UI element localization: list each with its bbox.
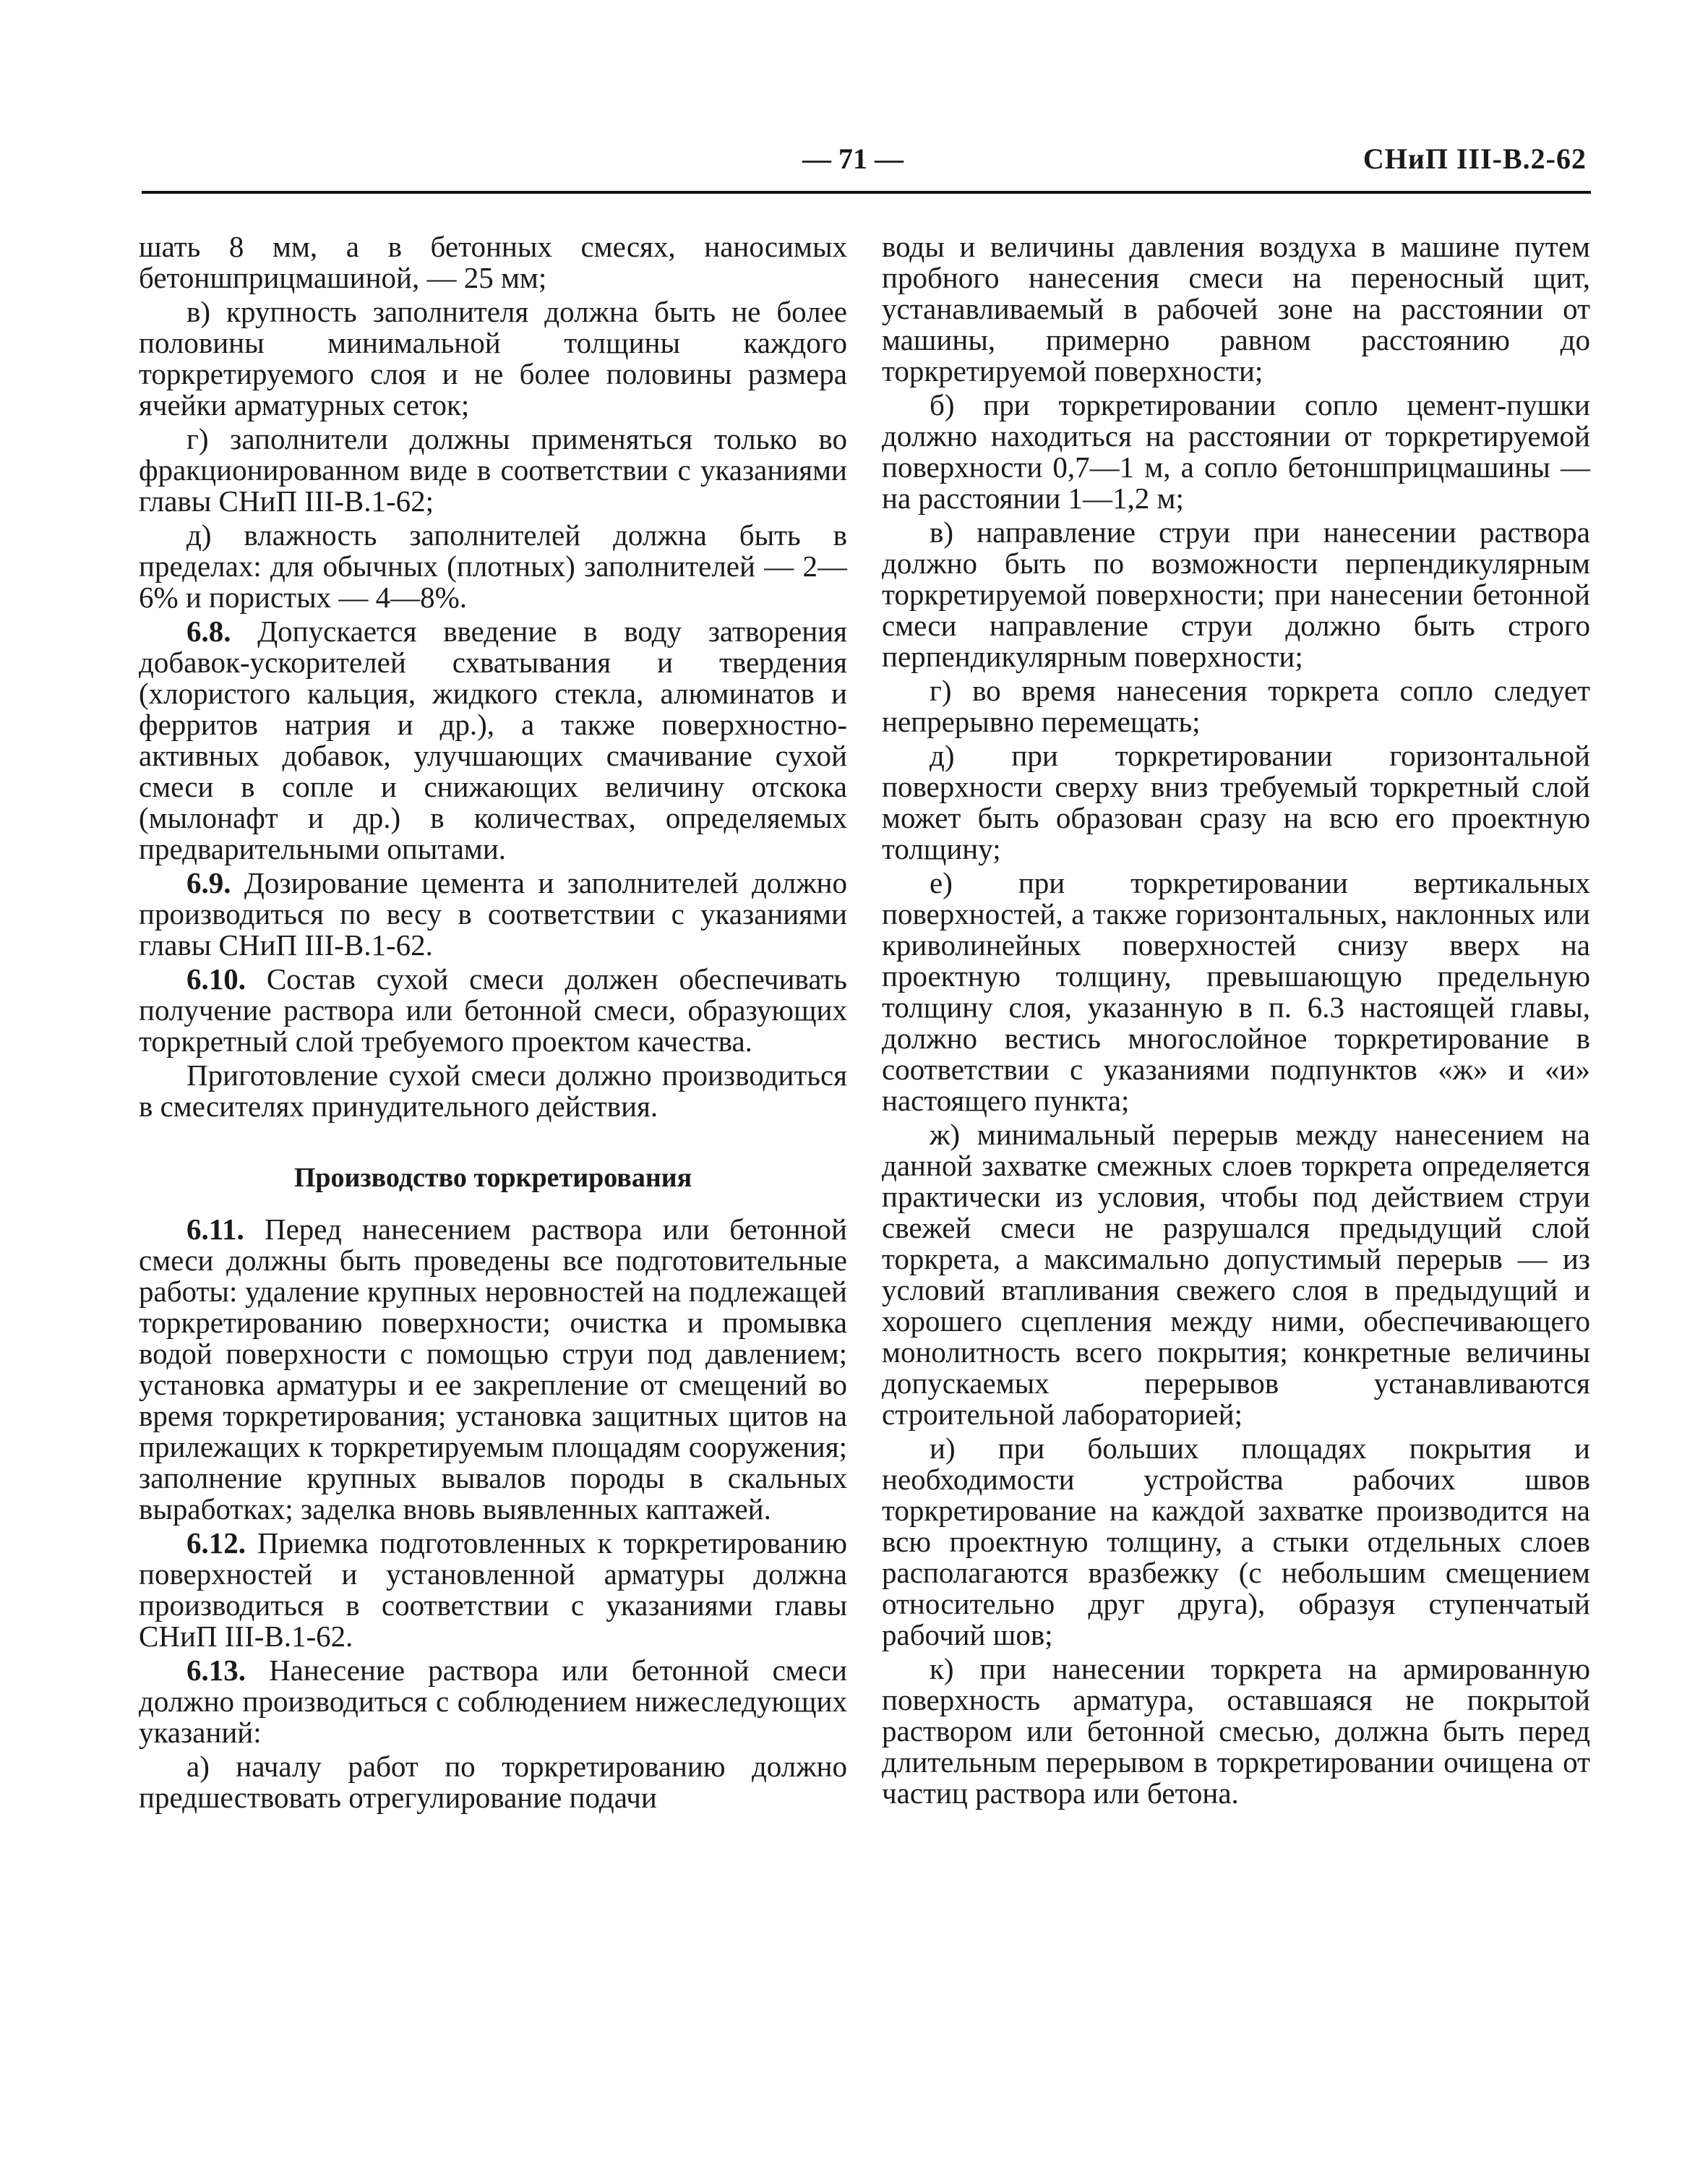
paragraph xyxy=(139,1214,847,1525)
paragraph xyxy=(139,1060,847,1122)
paragraph-text: шать 8 мм, а в бетонных смесях, наносимых бетоншприцмашиной, — 25 мм; xyxy=(139,230,847,294)
paragraph-text: б) при торкретировании сопло цемент-пушки должно находиться на расстоянии от торкретируемой поверхности 0,7—1 м, а сопло бетоншприцмашины — на расстоянии 1—1,2 м; xyxy=(882,388,1590,515)
paragraph xyxy=(139,1655,847,1748)
paragraph-text: и) при больших площадях покрытия и необходимости устройства рабочих швов торкретирование на каждой захватке производится на всю проектную толщину, а стыки отдельных слоев располагаются вразбежку (с небольшим смещением относительно друг друга), образуя ступенчатый рабочий шов; xyxy=(882,1432,1590,1651)
paragraph-text: Нанесение раствора или бетонной смеси должно производиться с соблюдением нижеследующих указаний: xyxy=(139,1654,847,1749)
right-column xyxy=(882,231,1590,1812)
paragraph-text: воды и величины давления воздуха в машине путем пробного нанесения смеси на переносный щит, устанавливаемый в рабочей зоне на расстоянии от машины, примерно равном расстоянию до торкретируемой поверхности; xyxy=(882,230,1590,388)
paragraph xyxy=(882,868,1590,1116)
left-paragraphs-after xyxy=(139,1214,847,1813)
paragraph-text: в) крупность заполнителя должна быть не более половины минимальной толщины каждого торкретируемого слоя и не более половины размера ячейки арматурных сеток; xyxy=(139,295,847,422)
paragraph-text: Перед нанесением раствора или бетонной смеси должны быть проведены все подготовительные работы: удаление крупных неровностей на подлежащей торкретированию поверхности; очистка и промывка водой поверхности с помощью струи под давлением; установка арматуры и ее закрепление от смещений во время торкретирования; установка защитных щитов на прилежащих к торкретируемым площадям сооружения; заполнение крупных вывалов породы в скальных выработках; заделка вновь выявленных каптажей. xyxy=(139,1212,847,1526)
paragraph xyxy=(139,1528,847,1652)
document-code: СНиП III-В.2-62 xyxy=(1362,142,1587,175)
page-number: — 71 — xyxy=(802,142,904,175)
paragraph-text: Дозирование цемента и заполнителей должно производиться по весу в соответствии с указаниями главы СНиП III-В.1-62. xyxy=(139,866,847,962)
paragraph-text: а) началу работ по торкретированию должно предшествовать отрегулирование подачи xyxy=(139,1750,847,1814)
paragraph-text: Приготовление сухой смеси должно производиться в смесителях принудительного действия. xyxy=(139,1058,847,1123)
paragraph xyxy=(882,231,1590,387)
paragraph-text: Состав сухой смеси должен обеспечивать получение раствора или бетонной смеси, образующих торкретный слой требуемого проектом качества. xyxy=(139,962,847,1058)
paragraph xyxy=(882,1654,1590,1809)
paragraph-text: д) влажность заполнителей должна быть в пределах: для обычных (плотных) заполнителей — 2—6% и пористых — 4—8%. xyxy=(139,518,847,614)
left-column xyxy=(139,231,847,1816)
paragraph xyxy=(882,740,1590,865)
paragraph-text: д) при торкретировании горизонтальной поверхности сверху вниз требуемый торкретный слой может быть образован сразу на всю его проектную толщину; xyxy=(882,739,1590,865)
clause-number: 6.8. xyxy=(186,615,231,648)
left-paragraphs xyxy=(139,231,847,1122)
paragraph xyxy=(139,231,847,294)
paragraph xyxy=(139,1751,847,1813)
paragraph-text: е) при торкретировании вертикальных поверхностей, а также горизонтальных, наклонных или криволинейных поверхностей снизу вверх на проектную толщину, превышающую предельную толщину слоя, указанную в п. 6.3 настоящей главы, должно вестись многослойное торкретирование в соответствии с указаниями подпунктов «ж» и «и» настоящего пункта; xyxy=(882,866,1590,1117)
clause-number: 6.10. xyxy=(186,962,246,996)
paragraph xyxy=(882,1433,1590,1651)
right-paragraphs xyxy=(882,231,1590,1809)
paragraph-text: к) при нанесении торкрета на армированную поверхность арматура, оставшаяся не покрытой раствором или бетонной смесью, должна быть перед длительным перерывом в торкретировании очищена от частиц раствора или бетона. xyxy=(882,1652,1590,1810)
paragraph xyxy=(139,964,847,1057)
paragraph-text: ж) минимальный перерыв между нанесением на данной захватке смежных слоев торкрета определяется практически из условия, чтобы под действием струи свежей смеси не разрушался предыдущий слой торкрета, а максимально допустимый перерыв — из условий втапливания свежего слоя в предыдущий и хорошего сцепления между ними, обеспечивающего монолитность всего покрытия; конкретные величины допускаемых перерывов устанавливаются строительной лабораторией; xyxy=(882,1118,1590,1431)
paragraph-text: г) во время нанесения торкрета сопло следует непрерывно перемещать; xyxy=(882,674,1590,738)
section-heading: Производство торкретирования xyxy=(293,1163,692,1193)
paragraph xyxy=(139,868,847,961)
paragraph xyxy=(882,390,1590,514)
paragraph xyxy=(139,616,847,865)
paragraph-text: Допускается введение в воду затворения добавок-ускорителей схватывания и твердения (хлористого кальция, жидкого стекла, алюминатов и ферритов натрия и др.), а также поверхностно-активных добавок, улучшающих смачивание сухой смеси в сопле и снижающих величину отскока (мылонафт и др.) в количествах, определяемых предварительными опытами. xyxy=(139,615,847,865)
paragraph xyxy=(139,520,847,613)
paragraph xyxy=(139,296,847,421)
paragraph-text: Приемка подготовленных к торкретированию поверхностей и установленной арматуры должна производиться в соответствии с указаниями главы СНиП III-В.1-62. xyxy=(139,1526,847,1653)
paragraph xyxy=(882,517,1590,672)
paragraph xyxy=(139,424,847,517)
clause-number: 6.11. xyxy=(186,1212,244,1246)
clause-number: 6.12. xyxy=(186,1526,246,1560)
clause-number: 6.9. xyxy=(186,866,231,899)
header-rule xyxy=(142,191,1591,194)
clause-number: 6.13. xyxy=(186,1654,246,1687)
paragraph-text: г) заполнители должны применяться только во фракционированном виде в соответствии с указаниями главы СНиП III-В.1-62; xyxy=(139,422,847,518)
paragraph-text: в) направление струи при нанесении раствора должно быть по возможности перпендикулярным торкретируемой поверхности; при нанесении бетонной смеси направление струи должно быть строго перпендикулярным поверхности; xyxy=(882,516,1590,673)
paragraph xyxy=(882,1119,1590,1430)
paragraph xyxy=(882,675,1590,737)
